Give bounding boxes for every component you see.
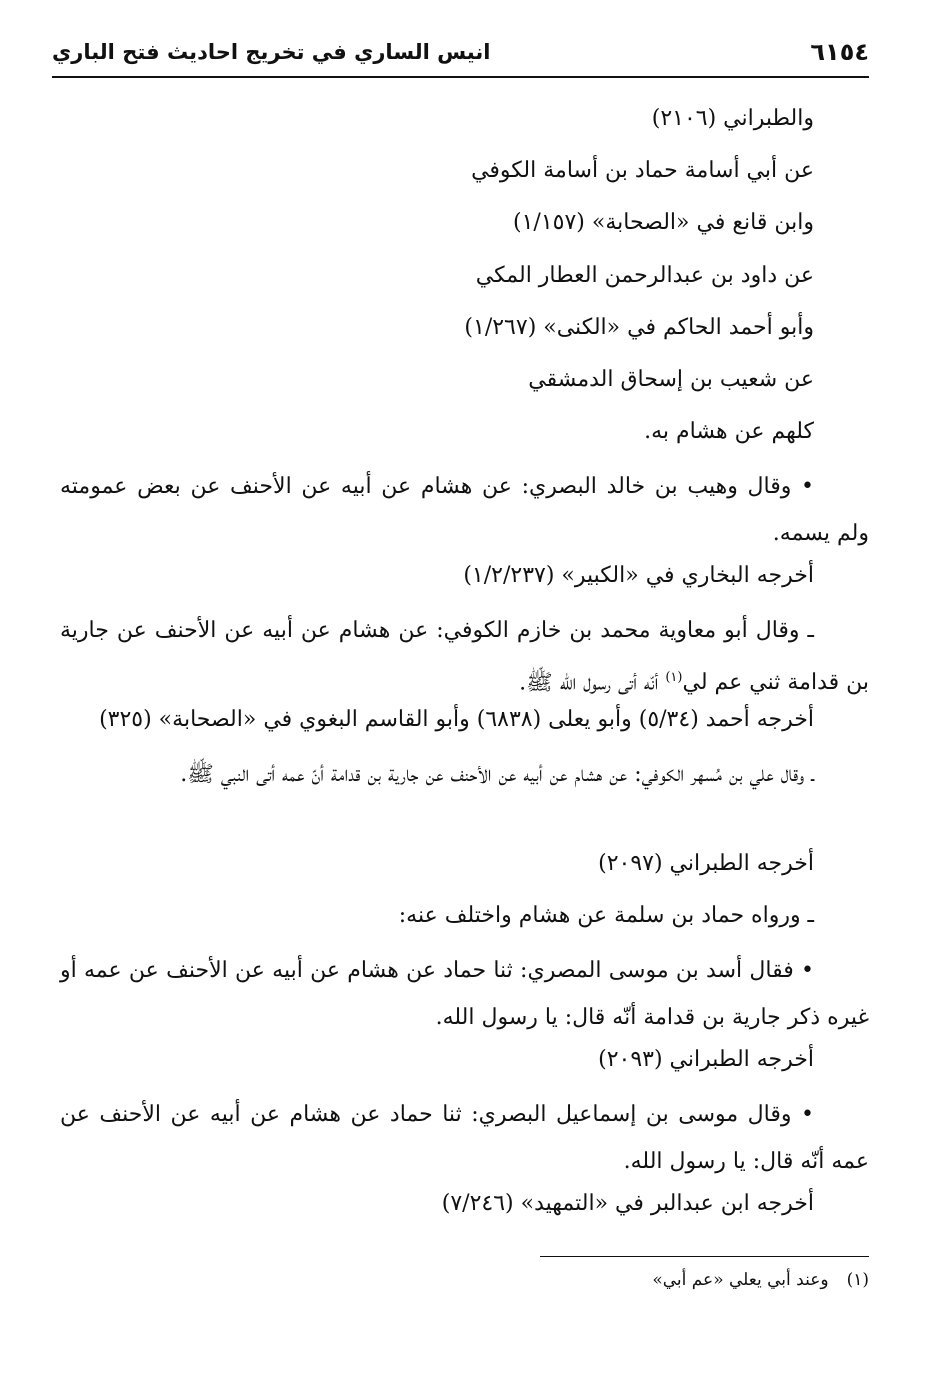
footnote bbox=[652, 1270, 869, 1290]
text-line: أخرجه الطبراني (٢٠٩٣) bbox=[598, 1047, 814, 1072]
paragraph bbox=[60, 607, 869, 706]
paragraph-text: • فقال أسد بن موسى المصري: ثنا حماد عن هشام عن أبيه عن الأحنف عن عمه أو غيره ذكر جارية بن قدامة أنّه قال: يا رسول الله. bbox=[60, 958, 869, 1030]
paragraph bbox=[60, 751, 869, 798]
paragraph-text: • وقال موسى بن إسماعيل البصري: ثنا حماد عن هشام عن أبيه عن الأحنف عن عمه أنّه قال: يا رسول الله. bbox=[60, 1102, 869, 1174]
paragraph-text: أنّه أتى رسول الله ﷺ. bbox=[519, 670, 666, 696]
paragraph bbox=[60, 947, 869, 1041]
page-header bbox=[52, 36, 869, 78]
footnote-text: وعند أبي يعلي «عم أبي» bbox=[652, 1270, 829, 1290]
text-line: عن أبي أسامة حماد بن أسامة الكوفي bbox=[471, 158, 814, 183]
text-line: وأبو أحمد الحاكم في «الكنى» (١/٢٦٧) bbox=[464, 315, 814, 340]
text-line: أخرجه ابن عبدالبر في «التمهيد» (٧/٢٤٦) bbox=[441, 1191, 814, 1216]
paragraph-text: ـ وقال أبو معاوية محمد بن خازم الكوفي: عن هشام عن أبيه عن الأحنف عن جارية بن قدامة ثني عم لي bbox=[60, 618, 869, 696]
running-title: انيس الساري في تخريج احاديث فتح الباري bbox=[52, 40, 491, 64]
footnote-number: (١) bbox=[846, 1270, 869, 1290]
paragraph-text: • وقال وهيب بن خالد البصري: عن هشام عن أبيه عن الأحنف عن بعض عمومته ولم يسمه. bbox=[60, 474, 869, 546]
text-line: أخرجه الطبراني (٢٠٩٧) bbox=[598, 851, 814, 876]
footnote-divider bbox=[540, 1256, 869, 1257]
page-number: ٦١٥٤ bbox=[810, 38, 869, 66]
text-line: والطبراني (٢١٠٦) bbox=[651, 106, 814, 131]
text-line: وابن قانع في «الصحابة» (١/١٥٧) bbox=[513, 210, 814, 235]
text-line: عن داود بن عبدالرحمن العطار المكي bbox=[475, 263, 814, 288]
footnote-marker: (١) bbox=[665, 670, 683, 685]
text-line: ـ ورواه حماد بن سلمة عن هشام واختلف عنه: bbox=[398, 903, 814, 928]
text-line: أخرجه البخاري في «الكبير» (١/٢/٢٣٧) bbox=[463, 563, 814, 588]
paragraph bbox=[60, 1091, 869, 1185]
text-line: أخرجه أحمد (٥/٣٤) وأبو يعلى (٦٨٣٨) وأبو القاسم البغوي في «الصحابة» (٣٢٥) bbox=[99, 707, 814, 732]
paragraph-text: ـ وقال علي بن مُسهر الكوفي: عن هشام عن أبيه عن الأحنف عن جارية بن قدامة أنّ عمه أتى النبي ﷺ. bbox=[180, 762, 814, 787]
text-line: عن شعيب بن إسحاق الدمشقي bbox=[528, 367, 814, 392]
text-line: كلهم عن هشام به. bbox=[644, 419, 814, 444]
paragraph bbox=[60, 463, 869, 557]
